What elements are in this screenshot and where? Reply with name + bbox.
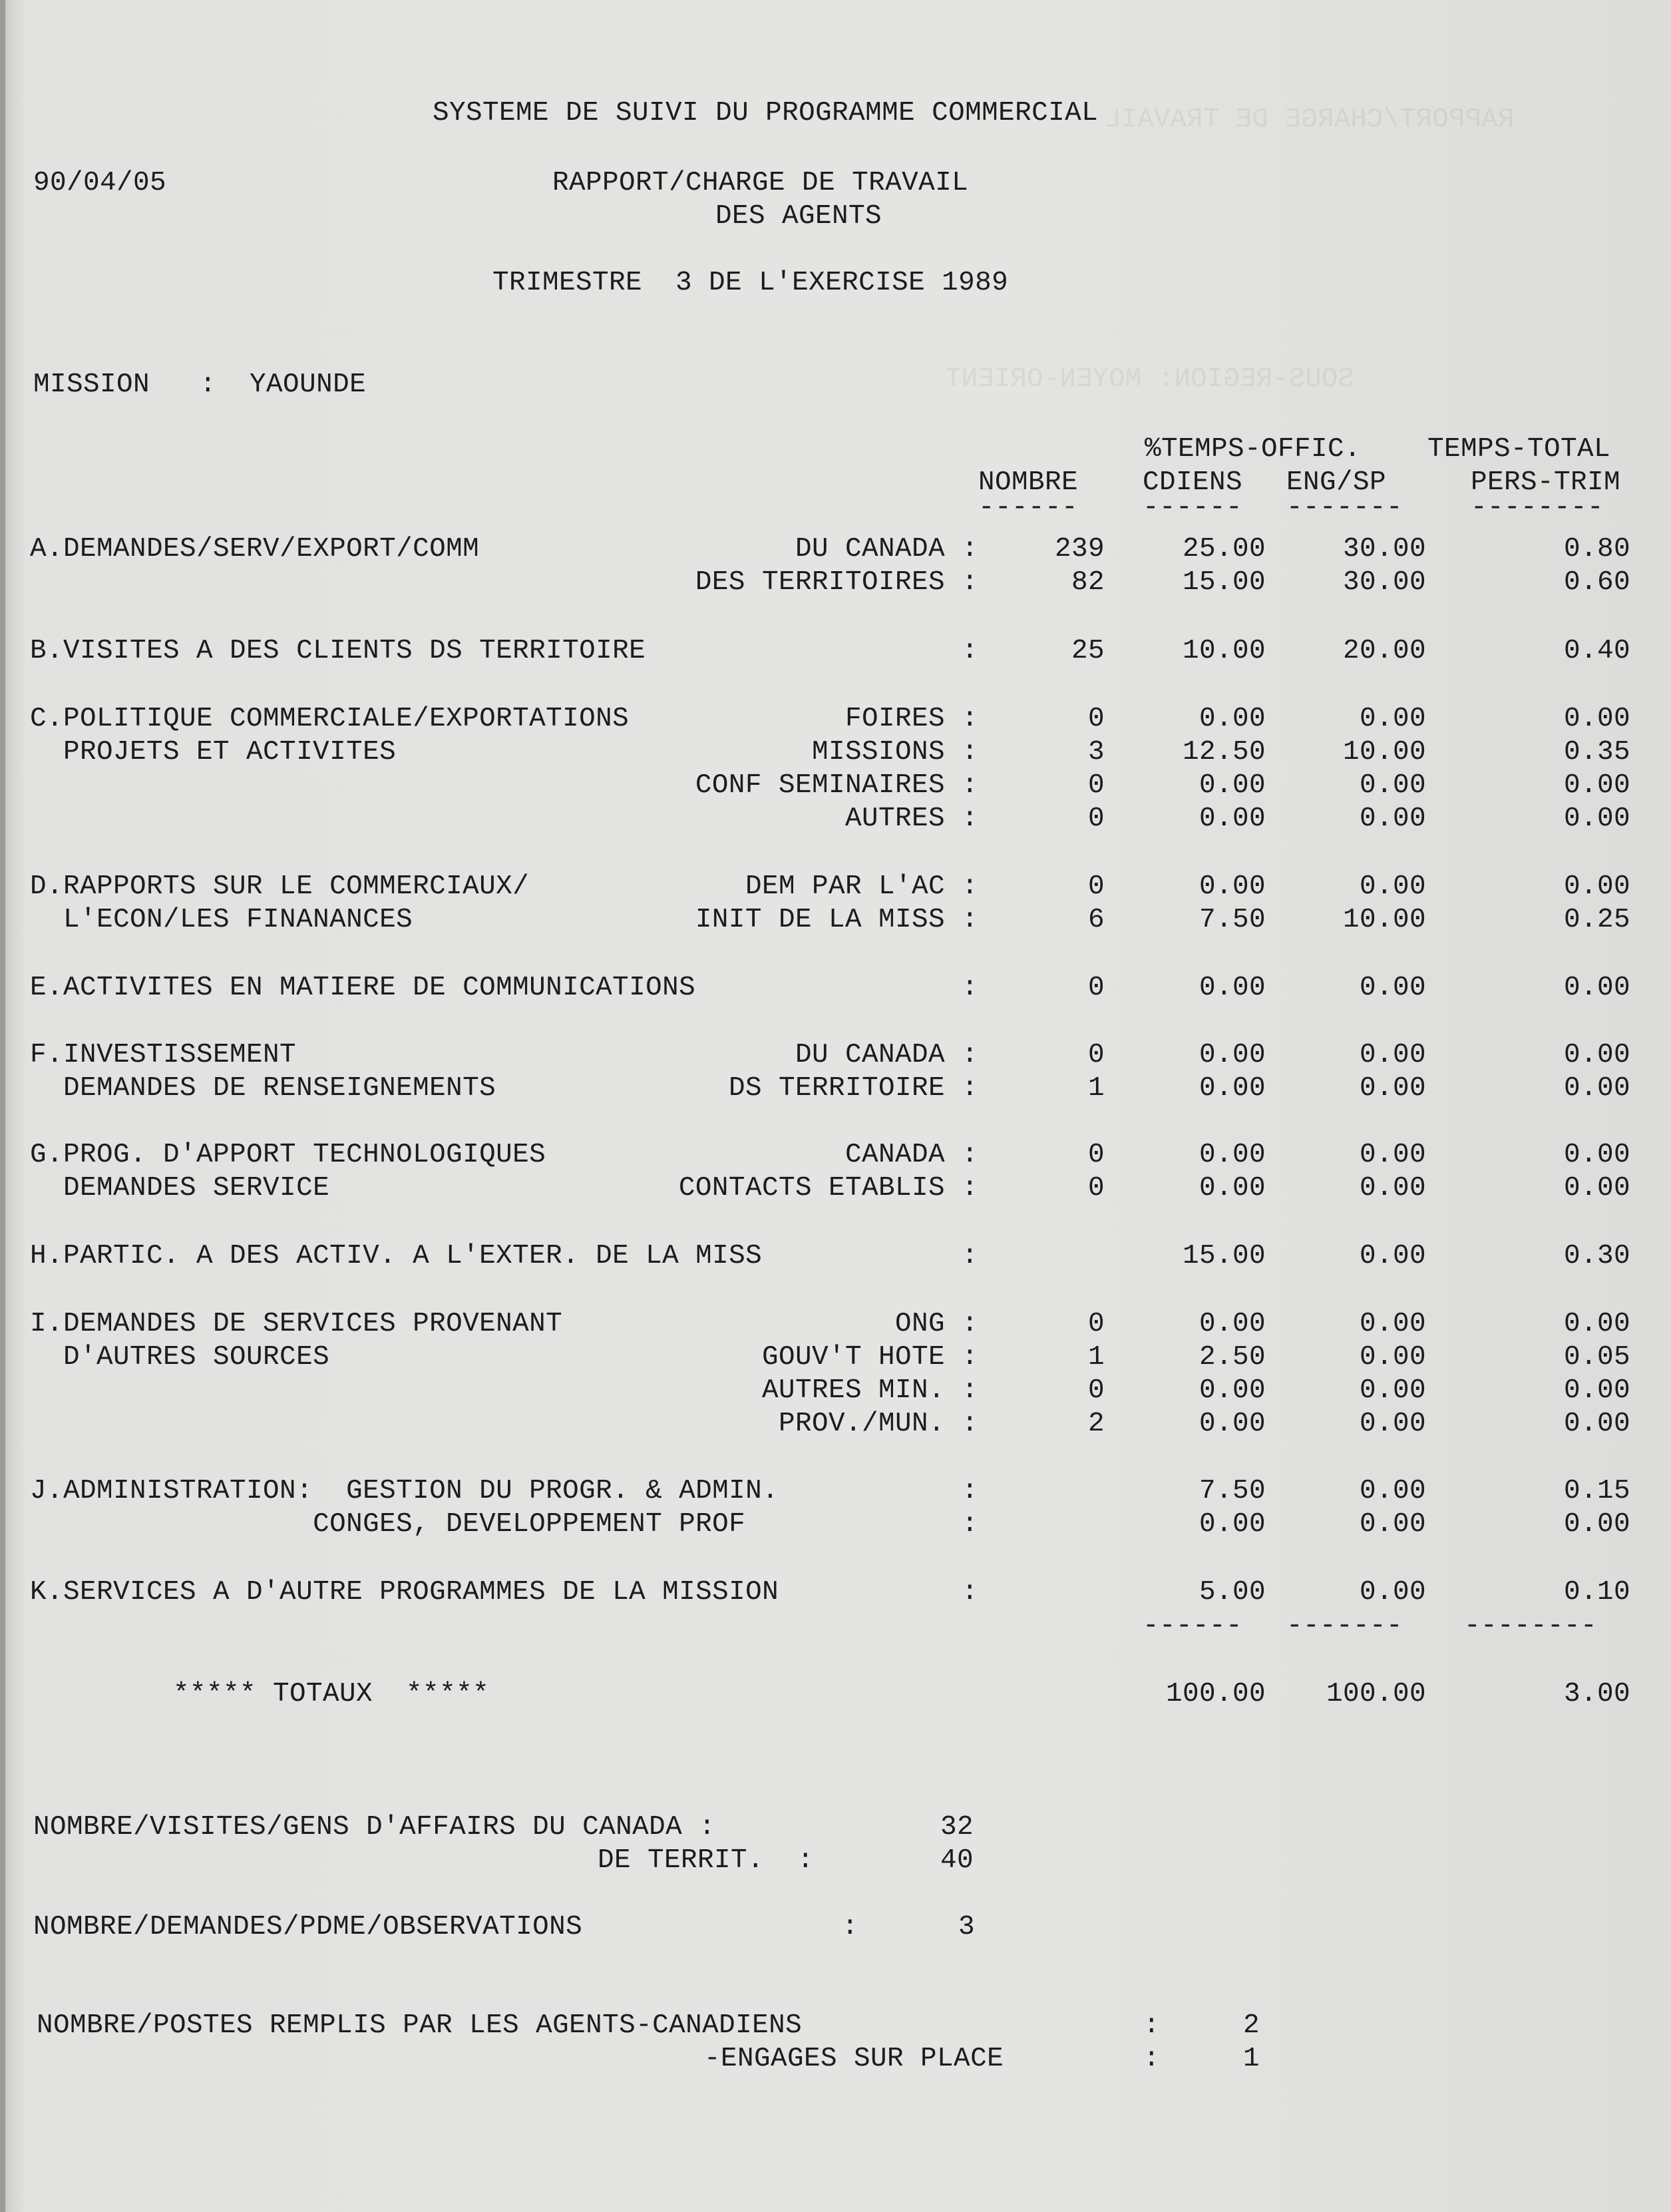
row-cdiens: 0.00 bbox=[1199, 1509, 1266, 1540]
row-category: D'AUTRES SOURCES bbox=[30, 1342, 330, 1373]
row-engsp: 0.00 bbox=[1359, 1342, 1426, 1373]
row-sublabel: DS TERRITOIRE : bbox=[728, 1073, 978, 1104]
totals-perstrim: 3.00 bbox=[1563, 1679, 1630, 1709]
row-category: PROJETS ET ACTIVITES bbox=[30, 737, 397, 768]
row-category: G.PROG. D'APPORT TECHNOLOGIQUES bbox=[30, 1140, 546, 1170]
row-cdiens: 2.50 bbox=[1199, 1342, 1266, 1373]
row-cdiens: 0.00 bbox=[1199, 1140, 1266, 1170]
row-engsp: 0.00 bbox=[1359, 1040, 1426, 1070]
row-engsp: 0.00 bbox=[1359, 1073, 1426, 1104]
row-sublabel: CONTACTS ETABLIS : bbox=[678, 1173, 978, 1204]
row-cdiens: 25.00 bbox=[1182, 534, 1266, 564]
row-cdiens: 0.00 bbox=[1199, 1073, 1266, 1104]
mission-line: MISSION : YAOUNDE bbox=[33, 369, 367, 400]
total-header: TEMPS-TOTAL bbox=[1427, 434, 1611, 465]
row-nombre: 0 bbox=[1087, 871, 1105, 902]
row-cdiens: 0.00 bbox=[1199, 803, 1266, 834]
visits-canada-value: 32 bbox=[940, 1812, 974, 1843]
row-perstrim: 0.00 bbox=[1563, 1040, 1630, 1070]
row-perstrim: 0.00 bbox=[1563, 704, 1630, 734]
report-date: 90/04/05 bbox=[33, 168, 167, 198]
row-nombre: 239 bbox=[1054, 534, 1105, 564]
row-cdiens: 15.00 bbox=[1182, 1241, 1266, 1271]
row-engsp: 10.00 bbox=[1342, 737, 1426, 768]
row-perstrim: 0.00 bbox=[1563, 1073, 1630, 1104]
show-through-text: SOUS-REGION: MOYEN-ORIENT bbox=[945, 364, 1355, 395]
row-engsp: 30.00 bbox=[1342, 567, 1426, 598]
row-nombre: 0 bbox=[1087, 1040, 1105, 1070]
row-category: D.RAPPORTS SUR LE COMMERCIAUX/ bbox=[30, 871, 530, 902]
row-nombre: 2 bbox=[1087, 1409, 1105, 1439]
row-engsp: 10.00 bbox=[1342, 905, 1426, 935]
row-cdiens: 5.00 bbox=[1199, 1577, 1266, 1608]
row-cdiens: 7.50 bbox=[1199, 905, 1266, 935]
row-sublabel: DU CANADA : bbox=[795, 1040, 978, 1070]
row-perstrim: 0.00 bbox=[1563, 803, 1630, 834]
row-cdiens: 15.00 bbox=[1182, 567, 1266, 598]
row-engsp: 20.00 bbox=[1342, 636, 1426, 666]
row-perstrim: 0.05 bbox=[1563, 1342, 1630, 1373]
row-sublabel: : bbox=[961, 1577, 978, 1608]
quarter-line: TRIMESTRE 3 DE L'EXERCISE 1989 bbox=[492, 268, 1009, 298]
col-nombre: NOMBRE bbox=[978, 467, 1079, 498]
underline-perstrim: -------- bbox=[1471, 493, 1604, 523]
row-sublabel: ONG : bbox=[894, 1309, 978, 1339]
row-category: F.INVESTISSEMENT bbox=[30, 1040, 297, 1070]
visits-territ-label: DE TERRIT. : bbox=[598, 1845, 815, 1876]
col-cdiens: CDIENS bbox=[1143, 467, 1243, 498]
row-engsp: 0.00 bbox=[1359, 1409, 1426, 1439]
row-perstrim: 0.00 bbox=[1563, 770, 1630, 801]
row-category: CONGES, DEVELOPPEMENT PROF bbox=[30, 1509, 746, 1540]
row-nombre: 0 bbox=[1087, 1140, 1105, 1170]
row-cdiens: 7.50 bbox=[1199, 1476, 1266, 1506]
postes-value: 2 bbox=[1243, 2010, 1260, 2041]
row-engsp: 0.00 bbox=[1359, 770, 1426, 801]
system-title: SYSTEME DE SUIVI DU PROGRAMME COMMERCIAL bbox=[433, 98, 1099, 128]
totals-label: ***** TOTAUX ***** bbox=[173, 1679, 490, 1709]
row-engsp: 0.00 bbox=[1359, 704, 1426, 734]
pdme-label: NOMBRE/DEMANDES/PDME/OBSERVATIONS bbox=[33, 1912, 583, 1942]
row-category: L'ECON/LES FINANANCES bbox=[30, 905, 413, 935]
engages-value: 1 bbox=[1243, 2044, 1260, 2074]
row-cdiens: 0.00 bbox=[1199, 704, 1266, 734]
totals-cdiens: 100.00 bbox=[1165, 1679, 1266, 1709]
row-category: DEMANDES DE RENSEIGNEMENTS bbox=[30, 1073, 496, 1104]
row-sublabel: CONF SEMINAIRES : bbox=[695, 770, 978, 801]
page-edge-shadow bbox=[0, 0, 5, 2212]
row-nombre: 0 bbox=[1087, 770, 1105, 801]
totals-dash-engsp: ------- bbox=[1286, 1611, 1403, 1642]
row-perstrim: 0.80 bbox=[1563, 534, 1630, 564]
pct-header: %TEMPS-OFFIC. bbox=[1145, 434, 1362, 465]
row-sublabel: AUTRES MIN. : bbox=[761, 1375, 978, 1406]
visits-territ-value: 40 bbox=[940, 1845, 974, 1876]
row-sublabel: MISSIONS : bbox=[811, 737, 978, 768]
row-nombre: 0 bbox=[1087, 704, 1105, 734]
row-sublabel: DES TERRITOIRES : bbox=[695, 567, 978, 598]
row-perstrim: 0.00 bbox=[1563, 1375, 1630, 1406]
row-engsp: 0.00 bbox=[1359, 1509, 1426, 1540]
row-engsp: 0.00 bbox=[1359, 871, 1426, 902]
row-sublabel: AUTRES : bbox=[844, 803, 978, 834]
row-engsp: 0.00 bbox=[1359, 1375, 1426, 1406]
row-nombre: 0 bbox=[1087, 1309, 1105, 1339]
show-through-text: RAPPORT/CHARGE DE TRAVAIL bbox=[1105, 105, 1515, 135]
row-cdiens: 12.50 bbox=[1182, 737, 1266, 768]
totals-dash-cdiens: ------ bbox=[1143, 1611, 1243, 1642]
row-engsp: 0.00 bbox=[1359, 1577, 1426, 1608]
row-engsp: 30.00 bbox=[1342, 534, 1426, 564]
row-perstrim: 0.00 bbox=[1563, 871, 1630, 902]
row-category: E.ACTIVITES EN MATIERE DE COMMUNICATIONS bbox=[30, 973, 696, 1003]
row-nombre: 6 bbox=[1087, 905, 1105, 935]
totals-dash-perstrim: -------- bbox=[1464, 1611, 1598, 1642]
row-sublabel: : bbox=[961, 636, 978, 666]
row-nombre: 0 bbox=[1087, 1375, 1105, 1406]
row-engsp: 0.00 bbox=[1359, 973, 1426, 1003]
row-sublabel: DU CANADA : bbox=[795, 534, 978, 564]
row-sublabel: : bbox=[961, 1476, 978, 1506]
engages-colon: : bbox=[1143, 2044, 1161, 2074]
totals-engsp: 100.00 bbox=[1326, 1679, 1426, 1709]
row-category: C.POLITIQUE COMMERCIALE/EXPORTATIONS bbox=[30, 704, 630, 734]
row-perstrim: 0.00 bbox=[1563, 973, 1630, 1003]
row-perstrim: 0.40 bbox=[1563, 636, 1630, 666]
row-perstrim: 0.60 bbox=[1563, 567, 1630, 598]
row-nombre: 0 bbox=[1087, 803, 1105, 834]
row-sublabel: FOIRES : bbox=[844, 704, 978, 734]
row-category: J.ADMINISTRATION: GESTION DU PROGR. & ADMIN. bbox=[30, 1476, 779, 1506]
row-sublabel: CANADA : bbox=[844, 1140, 978, 1170]
row-perstrim: 0.25 bbox=[1563, 905, 1630, 935]
row-nombre: 0 bbox=[1087, 973, 1105, 1003]
row-sublabel: DEM PAR L'AC : bbox=[745, 871, 978, 902]
row-nombre: 82 bbox=[1071, 567, 1105, 598]
row-category: I.DEMANDES DE SERVICES PROVENANT bbox=[30, 1309, 563, 1339]
row-cdiens: 0.00 bbox=[1199, 871, 1266, 902]
row-category: H.PARTIC. A DES ACTIV. A L'EXTER. DE LA MISS bbox=[30, 1241, 763, 1271]
underline-engsp: ------- bbox=[1286, 493, 1403, 523]
report-title-line2: DES AGENTS bbox=[715, 201, 882, 232]
engages-label: -ENGAGES SUR PLACE bbox=[704, 2044, 1004, 2074]
visits-canada-label: NOMBRE/VISITES/GENS D'AFFAIRS DU CANADA : bbox=[33, 1812, 716, 1843]
row-perstrim: 0.15 bbox=[1563, 1476, 1630, 1506]
row-sublabel: INIT DE LA MISS : bbox=[695, 905, 978, 935]
row-nombre: 3 bbox=[1087, 737, 1105, 768]
row-cdiens: 0.00 bbox=[1199, 1040, 1266, 1070]
row-engsp: 0.00 bbox=[1359, 1173, 1426, 1204]
row-cdiens: 10.00 bbox=[1182, 636, 1266, 666]
row-perstrim: 0.35 bbox=[1563, 737, 1630, 768]
row-engsp: 0.00 bbox=[1359, 1309, 1426, 1339]
row-perstrim: 0.10 bbox=[1563, 1577, 1630, 1608]
col-engsp: ENG/SP bbox=[1286, 467, 1387, 498]
row-perstrim: 0.00 bbox=[1563, 1309, 1630, 1339]
row-perstrim: 0.00 bbox=[1563, 1140, 1630, 1170]
row-sublabel: PROV./MUN. : bbox=[778, 1409, 978, 1439]
row-perstrim: 0.00 bbox=[1563, 1173, 1630, 1204]
row-engsp: 0.00 bbox=[1359, 1140, 1426, 1170]
row-cdiens: 0.00 bbox=[1199, 1409, 1266, 1439]
row-category: A.DEMANDES/SERV/EXPORT/COMM bbox=[30, 534, 480, 564]
row-sublabel: : bbox=[961, 1509, 978, 1540]
row-sublabel: GOUV'T HOTE : bbox=[761, 1342, 978, 1373]
row-cdiens: 0.00 bbox=[1199, 1173, 1266, 1204]
row-cdiens: 0.00 bbox=[1199, 973, 1266, 1003]
underline-nombre: ------ bbox=[978, 493, 1079, 523]
postes-label: NOMBRE/POSTES REMPLIS PAR LES AGENTS-CANADIENS bbox=[37, 2010, 803, 2041]
row-perstrim: 0.00 bbox=[1563, 1509, 1630, 1540]
postes-colon: : bbox=[1143, 2010, 1161, 2041]
row-perstrim: 0.00 bbox=[1563, 1409, 1630, 1439]
row-nombre: 25 bbox=[1071, 636, 1105, 666]
row-category: K.SERVICES A D'AUTRE PROGRAMMES DE LA MISSION bbox=[30, 1577, 779, 1608]
row-category: DEMANDES SERVICE bbox=[30, 1173, 330, 1204]
pdme-value: 3 bbox=[958, 1912, 976, 1942]
row-nombre: 1 bbox=[1087, 1073, 1105, 1104]
underline-cdiens: ------ bbox=[1143, 493, 1243, 523]
row-sublabel: : bbox=[961, 1241, 978, 1271]
row-cdiens: 0.00 bbox=[1199, 1375, 1266, 1406]
col-perstrim: PERS-TRIM bbox=[1471, 467, 1621, 498]
report-title-line1: RAPPORT/CHARGE DE TRAVAIL bbox=[552, 168, 969, 198]
row-engsp: 0.00 bbox=[1359, 803, 1426, 834]
row-engsp: 0.00 bbox=[1359, 1241, 1426, 1271]
row-nombre: 0 bbox=[1087, 1173, 1105, 1204]
row-category: B.VISITES A DES CLIENTS DS TERRITOIRE bbox=[30, 636, 646, 666]
row-cdiens: 0.00 bbox=[1199, 1309, 1266, 1339]
pdme-colon: : bbox=[842, 1912, 859, 1942]
row-nombre: 1 bbox=[1087, 1342, 1105, 1373]
row-engsp: 0.00 bbox=[1359, 1476, 1426, 1506]
row-perstrim: 0.30 bbox=[1563, 1241, 1630, 1271]
row-sublabel: : bbox=[961, 973, 978, 1003]
row-cdiens: 0.00 bbox=[1199, 770, 1266, 801]
